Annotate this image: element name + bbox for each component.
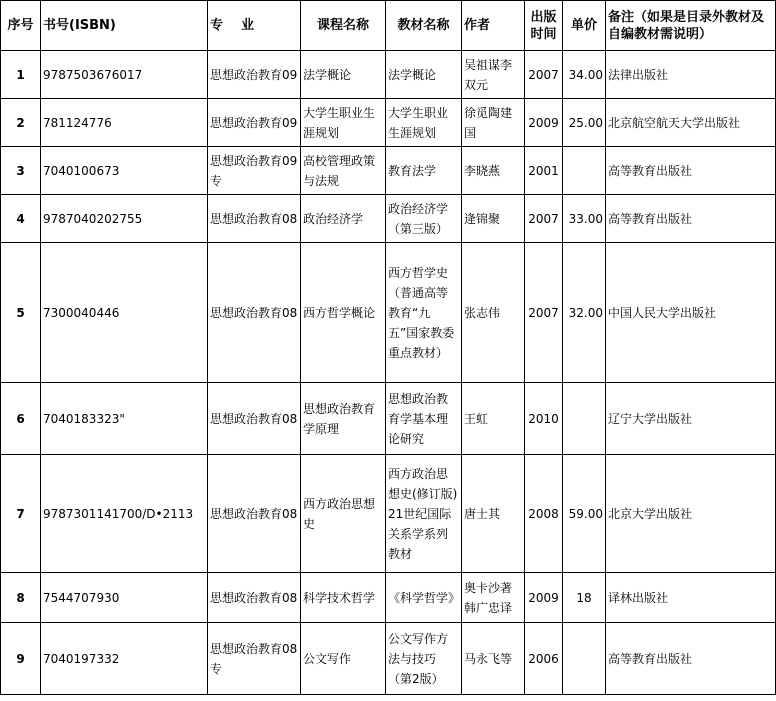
cell-seq: 6 <box>1 383 41 455</box>
cell-course: 大学生职业生涯规划 <box>301 99 386 147</box>
cell-year: 2008 <box>525 455 563 573</box>
cell-textbook: 政治经济学（第三版） <box>386 195 462 243</box>
cell-major: 思想政治教育08 <box>208 573 301 623</box>
table-row <box>1 195 776 243</box>
cell-textbook: 西方政治思想史(修订版) 21世纪国际关系学系列教材 <box>386 455 462 573</box>
cell-year: 2007 <box>525 51 563 99</box>
header-major: 专 业 <box>208 1 301 51</box>
cell-note: 高等教育出版社 <box>606 147 776 195</box>
table-row <box>1 99 776 147</box>
cell-year: 2007 <box>525 195 563 243</box>
table-row <box>1 573 776 623</box>
cell-isbn: 9787040202755 <box>41 195 208 243</box>
cell-year: 2006 <box>525 623 563 695</box>
cell-isbn: 7040183323" <box>41 383 208 455</box>
cell-price <box>563 623 606 695</box>
cell-isbn: 9787503676017 <box>41 51 208 99</box>
table-row <box>1 243 776 383</box>
cell-course: 政治经济学 <box>301 195 386 243</box>
header-row <box>1 1 776 51</box>
cell-price: 34.00 <box>563 51 606 99</box>
table-row <box>1 383 776 455</box>
cell-seq: 4 <box>1 195 41 243</box>
cell-note: 译林出版社 <box>606 573 776 623</box>
cell-year: 2001 <box>525 147 563 195</box>
cell-isbn: 781124776 <box>41 99 208 147</box>
table-row <box>1 623 776 695</box>
cell-author: 唐士其 <box>462 455 525 573</box>
cell-course: 西方政治思想史 <box>301 455 386 573</box>
cell-course: 高校管理政策与法规 <box>301 147 386 195</box>
cell-year: 2007 <box>525 243 563 383</box>
cell-year: 2009 <box>525 99 563 147</box>
cell-course: 西方哲学概论 <box>301 243 386 383</box>
cell-isbn: 9787301141700/D•2113 <box>41 455 208 573</box>
cell-textbook: 《科学哲学》 <box>386 573 462 623</box>
header-isbn: 书号(ISBN) <box>41 1 208 51</box>
cell-year: 2010 <box>525 383 563 455</box>
cell-price: 32.00 <box>563 243 606 383</box>
cell-author: 王虹 <box>462 383 525 455</box>
cell-course: 科学技术哲学 <box>301 573 386 623</box>
table-row <box>1 51 776 99</box>
cell-course: 思想政治教育学原理 <box>301 383 386 455</box>
cell-seq: 1 <box>1 51 41 99</box>
cell-year: 2009 <box>525 573 563 623</box>
cell-textbook: 法学概论 <box>386 51 462 99</box>
cell-note: 北京大学出版社 <box>606 455 776 573</box>
cell-price: 18 <box>563 573 606 623</box>
header-textbook: 教材名称 <box>386 1 462 51</box>
cell-note: 辽宁大学出版社 <box>606 383 776 455</box>
cell-author: 李晓燕 <box>462 147 525 195</box>
header-seq: 序号 <box>1 1 41 51</box>
cell-textbook: 思想政治教育学基本理论研究 <box>386 383 462 455</box>
cell-note: 高等教育出版社 <box>606 195 776 243</box>
cell-major: 思想政治教育08 <box>208 243 301 383</box>
cell-major: 思想政治教育08专 <box>208 623 301 695</box>
cell-isbn: 7300040446 <box>41 243 208 383</box>
cell-textbook: 大学生职业生涯规划 <box>386 99 462 147</box>
cell-seq: 5 <box>1 243 41 383</box>
cell-seq: 3 <box>1 147 41 195</box>
header-price: 单价 <box>563 1 606 51</box>
cell-major: 思想政治教育08 <box>208 195 301 243</box>
cell-major: 思想政治教育09专 <box>208 147 301 195</box>
cell-seq: 8 <box>1 573 41 623</box>
cell-price: 59.00 <box>563 455 606 573</box>
cell-isbn: 7544707930 <box>41 573 208 623</box>
cell-author: 马永飞等 <box>462 623 525 695</box>
cell-isbn: 7040197332 <box>41 623 208 695</box>
cell-author: 徐觅陶建国 <box>462 99 525 147</box>
table-row <box>1 455 776 573</box>
header-author: 作者 <box>462 1 525 51</box>
cell-note: 中国人民大学出版社 <box>606 243 776 383</box>
cell-author: 逄锦聚 <box>462 195 525 243</box>
cell-major: 思想政治教育08 <box>208 383 301 455</box>
cell-price: 33.00 <box>563 195 606 243</box>
cell-major: 思想政治教育09 <box>208 99 301 147</box>
cell-textbook: 教育法学 <box>386 147 462 195</box>
cell-note: 法律出版社 <box>606 51 776 99</box>
cell-course: 公文写作 <box>301 623 386 695</box>
cell-textbook: 西方哲学史（普通高等教育“九五”国家教委重点教材） <box>386 243 462 383</box>
header-year: 出版时间 <box>525 1 563 51</box>
cell-seq: 2 <box>1 99 41 147</box>
cell-note: 高等教育出版社 <box>606 623 776 695</box>
cell-author: 吴祖谋李双元 <box>462 51 525 99</box>
cell-price <box>563 383 606 455</box>
cell-major: 思想政治教育09 <box>208 51 301 99</box>
header-note: 备注（如果是目录外教材及自编教材需说明） <box>606 1 776 51</box>
cell-textbook: 公文写作方法与技巧（第2版） <box>386 623 462 695</box>
header-course: 课程名称 <box>301 1 386 51</box>
cell-seq: 7 <box>1 455 41 573</box>
cell-price: 25.00 <box>563 99 606 147</box>
cell-major: 思想政治教育08 <box>208 455 301 573</box>
cell-author: 张志伟 <box>462 243 525 383</box>
cell-isbn: 7040100673 <box>41 147 208 195</box>
cell-course: 法学概论 <box>301 51 386 99</box>
cell-note: 北京航空航天大学出版社 <box>606 99 776 147</box>
cell-seq: 9 <box>1 623 41 695</box>
cell-price <box>563 147 606 195</box>
table-row <box>1 147 776 195</box>
cell-author: 奥卡沙著韩广忠译 <box>462 573 525 623</box>
